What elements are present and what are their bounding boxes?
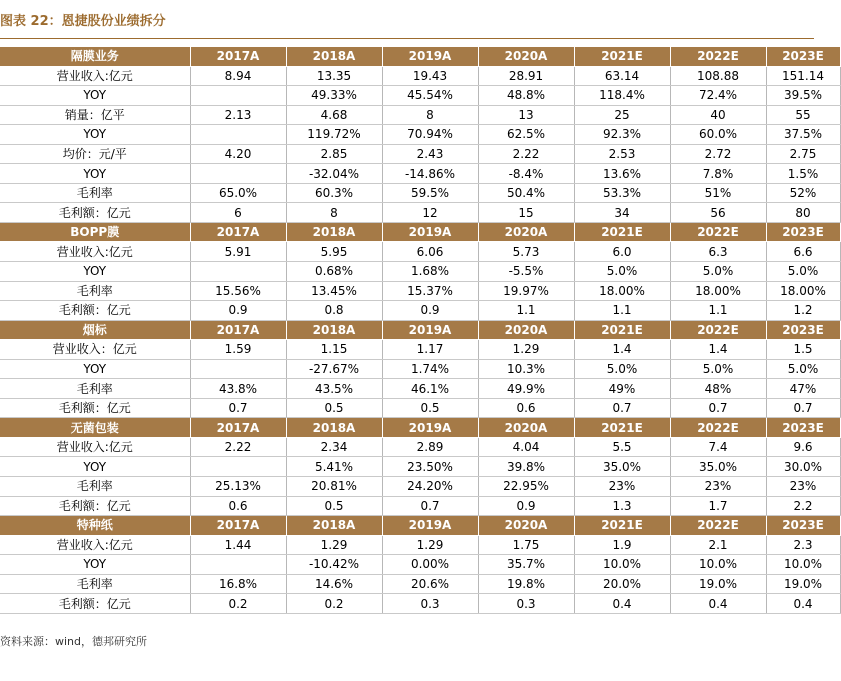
- table-cell: 30.0%: [766, 457, 840, 477]
- table-cell: 1.59: [190, 340, 286, 360]
- table-cell: 48.8%: [478, 86, 574, 106]
- table-cell: 2.72: [670, 144, 766, 164]
- table-cell: 37.5%: [766, 125, 840, 145]
- row-label: YOY: [0, 262, 190, 282]
- table-cell: 7.4: [670, 437, 766, 457]
- table-row: [0, 379, 840, 399]
- table-cell: 10.0%: [766, 555, 840, 575]
- table-row: [0, 457, 840, 477]
- table-cell: [190, 555, 286, 575]
- table-cell: 5.0%: [670, 359, 766, 379]
- table-cell: 60.0%: [670, 125, 766, 145]
- table-cell: 5.0%: [574, 359, 670, 379]
- table-row: [0, 86, 840, 106]
- table-cell: 15: [478, 203, 574, 223]
- table-cell: 35.7%: [478, 555, 574, 575]
- table-cell: 1.44: [190, 535, 286, 555]
- table-cell: -5.5%: [478, 262, 574, 282]
- row-label: YOY: [0, 555, 190, 575]
- table-cell: 2.1: [670, 535, 766, 555]
- section-header-row: [0, 320, 840, 340]
- table-cell: 1.4: [574, 340, 670, 360]
- table-cell: 56: [670, 203, 766, 223]
- table-cell: 18.00%: [670, 281, 766, 301]
- table-cell: 10.3%: [478, 359, 574, 379]
- table-row: [0, 183, 840, 203]
- row-label: YOY: [0, 125, 190, 145]
- table-row: [0, 164, 840, 184]
- table-row: [0, 555, 840, 575]
- table-cell: 15.37%: [382, 281, 478, 301]
- table-cell: 12: [382, 203, 478, 223]
- table-cell: 0.6: [190, 496, 286, 516]
- table-row: [0, 535, 840, 555]
- table-cell: 0.3: [382, 594, 478, 614]
- table-cell: 53.3%: [574, 183, 670, 203]
- row-label: 毛利额：亿元: [0, 301, 190, 321]
- year-header: 2021E: [574, 320, 670, 340]
- table-cell: 7.8%: [670, 164, 766, 184]
- table-cell: 0.4: [766, 594, 840, 614]
- table-cell: 1.1: [478, 301, 574, 321]
- table-cell: 2.13: [190, 105, 286, 125]
- table-cell: 28.91: [478, 66, 574, 86]
- table-cell: 1.5%: [766, 164, 840, 184]
- table-cell: 1.15: [286, 340, 382, 360]
- table-cell: 43.5%: [286, 379, 382, 399]
- table-cell: 39.8%: [478, 457, 574, 477]
- table-row: [0, 477, 840, 497]
- table-cell: 23%: [766, 477, 840, 497]
- table-cell: 2.53: [574, 144, 670, 164]
- table-cell: 35.0%: [670, 457, 766, 477]
- year-header: 2018A: [286, 47, 382, 66]
- table-cell: 62.5%: [478, 125, 574, 145]
- row-label: YOY: [0, 164, 190, 184]
- year-header: 2018A: [286, 320, 382, 340]
- table-cell: 1.4: [670, 340, 766, 360]
- table-cell: [190, 164, 286, 184]
- table-cell: 1.29: [478, 340, 574, 360]
- table-cell: 49.9%: [478, 379, 574, 399]
- table-cell: 6.3: [670, 242, 766, 262]
- table-cell: 1.74%: [382, 359, 478, 379]
- table-cell: 9.6: [766, 437, 840, 457]
- section-header-row: [0, 222, 840, 242]
- year-header: 2021E: [574, 516, 670, 536]
- table-cell: 1.29: [286, 535, 382, 555]
- table-cell: -10.42%: [286, 555, 382, 575]
- table-cell: 51%: [670, 183, 766, 203]
- year-header: 2020A: [478, 320, 574, 340]
- table-cell: 14.6%: [286, 574, 382, 594]
- table-cell: 4.04: [478, 437, 574, 457]
- table-cell: 23%: [574, 477, 670, 497]
- table-cell: [190, 125, 286, 145]
- table-cell: 0.7: [190, 398, 286, 418]
- table-cell: 0.5: [382, 398, 478, 418]
- table-cell: 0.3: [478, 594, 574, 614]
- year-header: 2021E: [574, 418, 670, 438]
- section-title: 隔膜业务: [0, 47, 190, 66]
- table-cell: 63.14: [574, 66, 670, 86]
- table-cell: 2.75: [766, 144, 840, 164]
- table-row: [0, 125, 840, 145]
- table-cell: 16.8%: [190, 574, 286, 594]
- table-cell: 0.9: [478, 496, 574, 516]
- table-cell: 0.9: [382, 301, 478, 321]
- table-cell: 0.4: [670, 594, 766, 614]
- row-label: 毛利率: [0, 183, 190, 203]
- table-cell: 0.2: [286, 594, 382, 614]
- row-label: 毛利率: [0, 379, 190, 399]
- table-row: [0, 594, 840, 614]
- section-header-row: [0, 47, 840, 66]
- table-cell: 108.88: [670, 66, 766, 86]
- table-cell: [190, 262, 286, 282]
- table-cell: 48%: [670, 379, 766, 399]
- table-cell: 5.0%: [574, 262, 670, 282]
- table-cell: 5.0%: [670, 262, 766, 282]
- table-cell: 0.5: [286, 496, 382, 516]
- row-label: 均价：元/平: [0, 144, 190, 164]
- table-cell: 1.2: [766, 301, 840, 321]
- table-cell: [190, 86, 286, 106]
- table-row: [0, 203, 840, 223]
- table-cell: -8.4%: [478, 164, 574, 184]
- table-cell: 5.5: [574, 437, 670, 457]
- table-row: [0, 242, 840, 262]
- table-cell: 19.43: [382, 66, 478, 86]
- table-cell: 0.7: [670, 398, 766, 418]
- table-cell: 0.5: [286, 398, 382, 418]
- table-cell: 15.56%: [190, 281, 286, 301]
- table-cell: 6: [190, 203, 286, 223]
- year-header: 2017A: [190, 222, 286, 242]
- year-header: 2022E: [670, 222, 766, 242]
- table-cell: 49.33%: [286, 86, 382, 106]
- year-header: 2023E: [766, 47, 840, 66]
- table-cell: 24.20%: [382, 477, 478, 497]
- table-cell: 0.7: [766, 398, 840, 418]
- table-cell: 1.17: [382, 340, 478, 360]
- table-cell: 65.0%: [190, 183, 286, 203]
- table-row: [0, 359, 840, 379]
- table-cell: 59.5%: [382, 183, 478, 203]
- table-cell: 1.9: [574, 535, 670, 555]
- table-row: [0, 281, 840, 301]
- table-cell: 22.95%: [478, 477, 574, 497]
- table-cell: 8.94: [190, 66, 286, 86]
- table-cell: 13.35: [286, 66, 382, 86]
- row-label: 营业收入:亿元: [0, 437, 190, 457]
- table-cell: 6.0: [574, 242, 670, 262]
- table-cell: 60.3%: [286, 183, 382, 203]
- row-label: YOY: [0, 86, 190, 106]
- year-header: 2023E: [766, 418, 840, 438]
- source-note: 资料来源：wind，德邦研究所: [0, 635, 148, 648]
- table-cell: 40: [670, 105, 766, 125]
- title-divider: [0, 38, 814, 39]
- year-header: 2019A: [382, 320, 478, 340]
- row-label: 销量：亿平: [0, 105, 190, 125]
- table-cell: 49%: [574, 379, 670, 399]
- table-cell: 1.75: [478, 535, 574, 555]
- year-header: 2018A: [286, 222, 382, 242]
- table-cell: 19.8%: [478, 574, 574, 594]
- performance-breakdown-table: [0, 47, 841, 614]
- table-cell: -32.04%: [286, 164, 382, 184]
- table-cell: 0.7: [574, 398, 670, 418]
- row-label: 营业收入：亿元: [0, 340, 190, 360]
- table-row: [0, 66, 840, 86]
- row-label: 毛利率: [0, 281, 190, 301]
- year-header: 2023E: [766, 320, 840, 340]
- table-cell: 1.68%: [382, 262, 478, 282]
- year-header: 2022E: [670, 418, 766, 438]
- table-cell: 2.85: [286, 144, 382, 164]
- year-header: 2021E: [574, 47, 670, 66]
- row-label: 毛利额：亿元: [0, 398, 190, 418]
- table-cell: 6.06: [382, 242, 478, 262]
- year-header: 2017A: [190, 47, 286, 66]
- year-header: 2017A: [190, 516, 286, 536]
- row-label: 毛利额：亿元: [0, 203, 190, 223]
- table-cell: 19.97%: [478, 281, 574, 301]
- year-header: 2023E: [766, 222, 840, 242]
- section-header-row: [0, 418, 840, 438]
- year-header: 2017A: [190, 418, 286, 438]
- year-header: 2022E: [670, 320, 766, 340]
- table-row: [0, 340, 840, 360]
- row-label: 毛利额：亿元: [0, 594, 190, 614]
- table-cell: 6.6: [766, 242, 840, 262]
- row-label: 毛利额：亿元: [0, 496, 190, 516]
- table-cell: 1.3: [574, 496, 670, 516]
- table-cell: 5.91: [190, 242, 286, 262]
- row-label: 毛利率: [0, 477, 190, 497]
- table-cell: 46.1%: [382, 379, 478, 399]
- year-header: 2019A: [382, 47, 478, 66]
- row-label: 营业收入:亿元: [0, 66, 190, 86]
- table-cell: 34: [574, 203, 670, 223]
- table-cell: 19.0%: [766, 574, 840, 594]
- year-header: 2022E: [670, 47, 766, 66]
- table-cell: 2.43: [382, 144, 478, 164]
- table-cell: 18.00%: [766, 281, 840, 301]
- year-header: 2023E: [766, 516, 840, 536]
- table-cell: 0.9: [190, 301, 286, 321]
- table-cell: 20.0%: [574, 574, 670, 594]
- table-cell: 39.5%: [766, 86, 840, 106]
- table-cell: 1.1: [670, 301, 766, 321]
- table-cell: 2.34: [286, 437, 382, 457]
- table-cell: 5.73: [478, 242, 574, 262]
- year-header: 2020A: [478, 516, 574, 536]
- year-header: 2020A: [478, 418, 574, 438]
- table-cell: 1.29: [382, 535, 478, 555]
- year-header: 2019A: [382, 222, 478, 242]
- section-title: BOPP膜: [0, 222, 190, 242]
- section-title: 无菌包装: [0, 418, 190, 438]
- table-cell: 4.20: [190, 144, 286, 164]
- figure-title: 图表 22：恩捷股份业绩拆分: [0, 14, 166, 29]
- table-cell: 4.68: [286, 105, 382, 125]
- year-header: 2020A: [478, 222, 574, 242]
- table-cell: 25.13%: [190, 477, 286, 497]
- table-cell: 45.54%: [382, 86, 478, 106]
- table-cell: 50.4%: [478, 183, 574, 203]
- table-cell: 1.5: [766, 340, 840, 360]
- table-cell: 55: [766, 105, 840, 125]
- table-cell: 2.2: [766, 496, 840, 516]
- year-header: 2018A: [286, 418, 382, 438]
- year-header: 2019A: [382, 516, 478, 536]
- table-cell: 2.89: [382, 437, 478, 457]
- row-label: YOY: [0, 457, 190, 477]
- table-cell: 1.1: [574, 301, 670, 321]
- table-cell: 52%: [766, 183, 840, 203]
- table-cell: 8: [382, 105, 478, 125]
- table-row: [0, 398, 840, 418]
- table-cell: 72.4%: [670, 86, 766, 106]
- row-label: 毛利率: [0, 574, 190, 594]
- year-header: 2017A: [190, 320, 286, 340]
- table-cell: 43.8%: [190, 379, 286, 399]
- year-header: 2021E: [574, 222, 670, 242]
- table-cell: 23%: [670, 477, 766, 497]
- table-cell: 5.95: [286, 242, 382, 262]
- table-cell: 0.7: [382, 496, 478, 516]
- table-cell: 10.0%: [574, 555, 670, 575]
- table-cell: 13.6%: [574, 164, 670, 184]
- row-label: 营业收入:亿元: [0, 242, 190, 262]
- table-row: [0, 437, 840, 457]
- table-cell: 13.45%: [286, 281, 382, 301]
- table-cell: -14.86%: [382, 164, 478, 184]
- table-cell: 19.0%: [670, 574, 766, 594]
- row-label: YOY: [0, 359, 190, 379]
- table-cell: 0.6: [478, 398, 574, 418]
- table-row: [0, 496, 840, 516]
- section-title: 烟标: [0, 320, 190, 340]
- table-cell: -27.67%: [286, 359, 382, 379]
- table-cell: 2.22: [190, 437, 286, 457]
- year-header: 2022E: [670, 516, 766, 536]
- section-title: 特种纸: [0, 516, 190, 536]
- table-cell: 18.00%: [574, 281, 670, 301]
- table-cell: 5.0%: [766, 262, 840, 282]
- table-cell: 25: [574, 105, 670, 125]
- table-cell: 92.3%: [574, 125, 670, 145]
- table-cell: 70.94%: [382, 125, 478, 145]
- table-cell: 47%: [766, 379, 840, 399]
- table-cell: 2.22: [478, 144, 574, 164]
- row-label: 营业收入:亿元: [0, 535, 190, 555]
- table-cell: [190, 457, 286, 477]
- table-cell: 13: [478, 105, 574, 125]
- table-cell: 35.0%: [574, 457, 670, 477]
- table-cell: 0.2: [190, 594, 286, 614]
- table-cell: 0.00%: [382, 555, 478, 575]
- table-cell: 23.50%: [382, 457, 478, 477]
- table-row: [0, 144, 840, 164]
- year-header: 2018A: [286, 516, 382, 536]
- table-row: [0, 574, 840, 594]
- table-cell: 151.14: [766, 66, 840, 86]
- year-header: 2020A: [478, 47, 574, 66]
- table-cell: 2.3: [766, 535, 840, 555]
- table-cell: 119.72%: [286, 125, 382, 145]
- table-cell: 5.0%: [766, 359, 840, 379]
- table-cell: 0.68%: [286, 262, 382, 282]
- table-cell: [190, 359, 286, 379]
- table-cell: 118.4%: [574, 86, 670, 106]
- year-header: 2019A: [382, 418, 478, 438]
- table-cell: 20.81%: [286, 477, 382, 497]
- table-cell: 0.8: [286, 301, 382, 321]
- table-cell: 8: [286, 203, 382, 223]
- table-row: [0, 262, 840, 282]
- section-header-row: [0, 516, 840, 536]
- table-cell: 5.41%: [286, 457, 382, 477]
- table-row: [0, 301, 840, 321]
- table-cell: 0.4: [574, 594, 670, 614]
- table-cell: 20.6%: [382, 574, 478, 594]
- table-cell: 10.0%: [670, 555, 766, 575]
- table-cell: 80: [766, 203, 840, 223]
- table-cell: 1.7: [670, 496, 766, 516]
- table-row: [0, 105, 840, 125]
